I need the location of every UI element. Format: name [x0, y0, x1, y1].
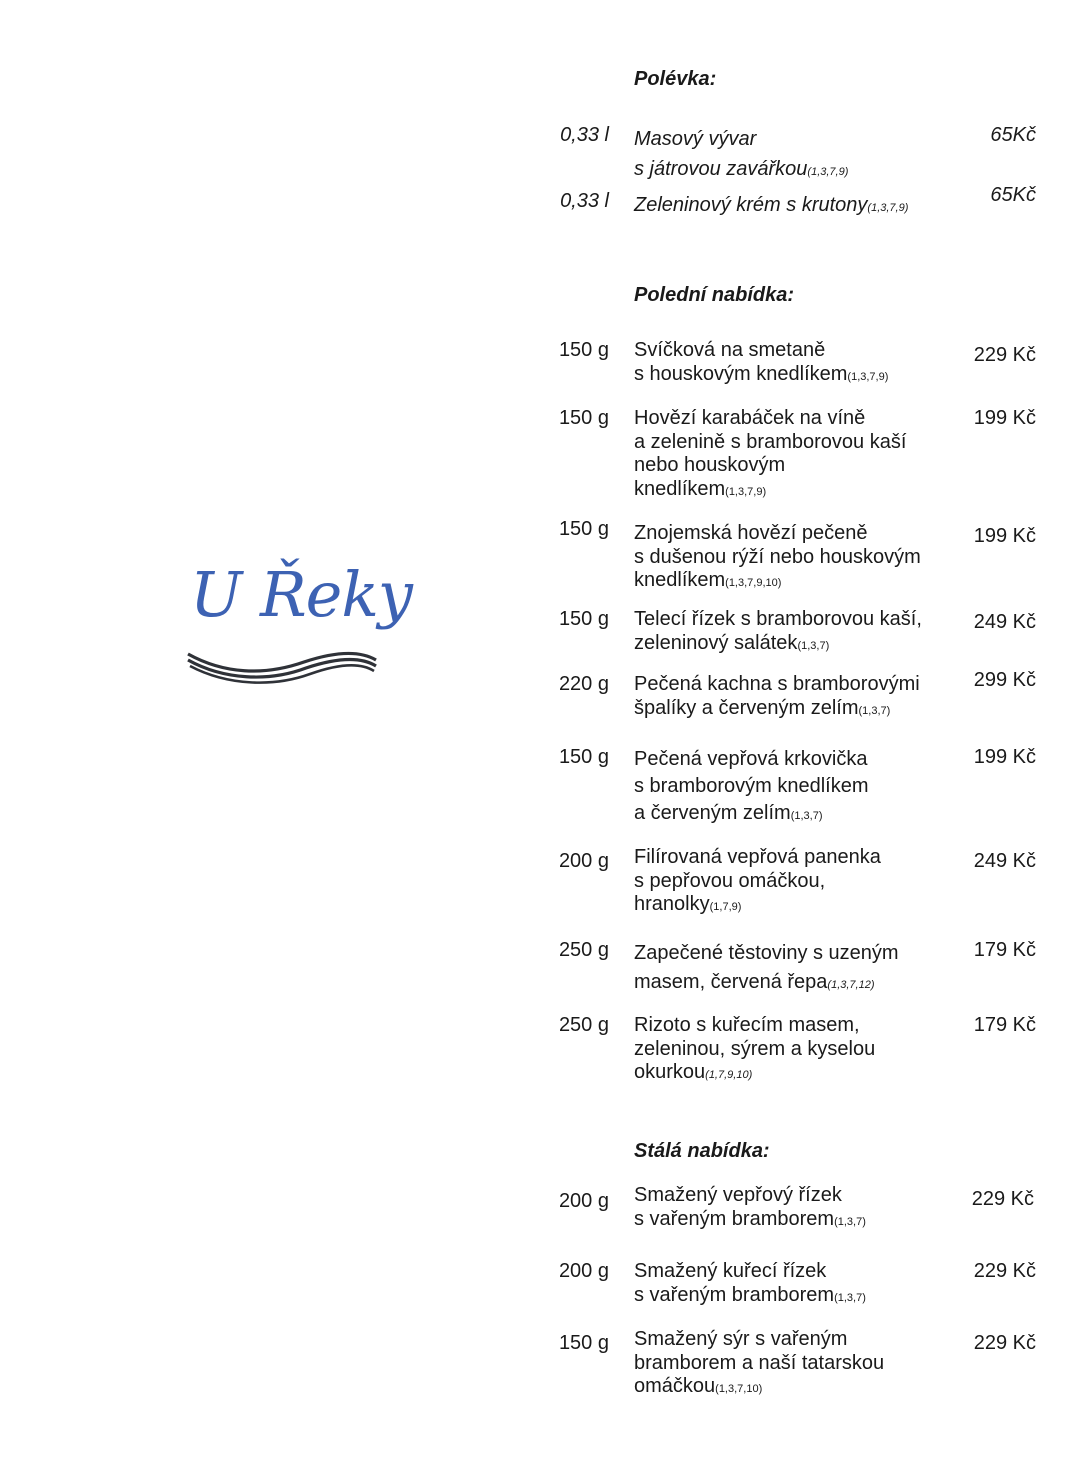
item-allergens: (1,3,7) — [797, 639, 830, 652]
menu-item — [520, 407, 1040, 500]
item-allergens: (1,3,7,9,10) — [725, 577, 782, 589]
item-name: Zapečené těstoviny s uzeným masem, červená řepa(1,3,7,12) — [634, 942, 899, 993]
item-allergens: (1,3,7,9) — [847, 370, 889, 383]
item-quantity: 150 g — [558, 339, 609, 361]
menu-item — [520, 339, 1040, 385]
item-name: Hovězí karabáček na víně a zelenině s bramborovou kaší nebo houskovým knedlíkem(1,3,7,9) — [634, 407, 907, 500]
item-quantity: 200 g — [558, 1190, 609, 1212]
menu-item — [520, 608, 1040, 654]
item-price: 179 Kč — [973, 1014, 1036, 1036]
item-price: 229 Kč — [973, 1332, 1036, 1354]
menu-item — [520, 746, 1040, 824]
item-price: 199 Kč — [973, 525, 1036, 547]
item-allergens: (1,3,7,9) — [725, 485, 767, 498]
item-name: Smažený sýr s vařeným bramborem a naší tatarskou omáčkou(1,3,7,10) — [634, 1328, 885, 1397]
item-price: 229 Kč — [971, 1188, 1034, 1210]
menu-item — [520, 846, 1040, 915]
item-name: Pečená kachna s bramborovými špalíky a červeným zelím(1,3,7) — [634, 673, 920, 719]
item-quantity: 0,33 l — [560, 190, 609, 212]
item-price: 249 Kč — [973, 850, 1036, 872]
item-name: Svíčková na smetaně s houskovým knedlíkem(1,3,7,9) — [634, 339, 889, 385]
item-price: 65Kč — [990, 184, 1036, 206]
item-quantity: 150 g — [558, 407, 609, 429]
menu-item — [520, 1260, 1040, 1306]
item-allergens: (1,7,9,10) — [705, 1069, 753, 1081]
item-quantity: 150 g — [558, 608, 609, 630]
item-name: Filírovaná vepřová panenka s pepřovou omáčkou, hranolky(1,7,9) — [634, 846, 881, 915]
item-allergens: (1,3,7,9) — [807, 166, 849, 178]
menu-item — [520, 184, 1040, 216]
menu-item — [520, 1184, 1040, 1230]
item-quantity: 200 g — [558, 850, 609, 872]
item-name: Rizoto s kuřecím masem, zeleninou, sýrem a kyselou okurkou(1,7,9,10) — [634, 1014, 876, 1083]
item-name: Telecí řízek s bramborovou kaší, zeleninový salátek(1,3,7) — [634, 608, 922, 654]
item-price: 299 Kč — [973, 669, 1036, 691]
item-allergens: (1,3,7) — [834, 1291, 866, 1304]
menu-item — [520, 124, 1040, 180]
menu-item — [520, 518, 1040, 591]
section-heading-soup: Polévka: — [634, 68, 717, 90]
item-allergens: (1,3,7) — [858, 704, 891, 717]
item-name: Masový vývar s játrovou zavářkou(1,3,7,9) — [634, 128, 849, 180]
wave-icon — [184, 646, 380, 692]
item-allergens: (1,3,7,9) — [867, 202, 909, 214]
item-name: Smažený vepřový řízek s vařeným bramborem(1,3,7) — [634, 1184, 866, 1230]
item-price: 179 Kč — [973, 939, 1036, 961]
restaurant-logo — [182, 556, 412, 696]
item-allergens: (1,3,7,12) — [827, 979, 875, 991]
item-allergens: (1,3,7,10) — [715, 1383, 763, 1395]
item-price: 65Kč — [990, 124, 1036, 146]
item-quantity: 200 g — [558, 1260, 609, 1282]
item-quantity: 150 g — [558, 746, 609, 768]
item-price: 249 Kč — [973, 611, 1036, 633]
item-name: Znojemská hovězí pečeně s dušenou rýží nebo houskovým knedlíkem(1,3,7,9,10) — [634, 522, 921, 591]
item-allergens: (1,3,7) — [790, 810, 823, 822]
item-allergens: (1,3,7) — [834, 1215, 866, 1228]
menu-item — [520, 1014, 1040, 1083]
item-price: 199 Kč — [973, 407, 1036, 429]
item-quantity: 220 g — [558, 673, 609, 695]
item-quantity: 150 g — [558, 1332, 609, 1354]
item-quantity: 250 g — [558, 1014, 609, 1036]
section-heading-lunch: Polední nabídka: — [634, 284, 795, 306]
item-quantity: 150 g — [558, 518, 609, 540]
item-price: 229 Kč — [973, 344, 1036, 366]
menu-item — [520, 1328, 1040, 1397]
item-allergens: (1,7,9) — [709, 901, 742, 913]
item-name: Zeleninový krém s krutony(1,3,7,9) — [634, 194, 909, 216]
item-quantity: 0,33 l — [560, 124, 609, 146]
menu-item — [520, 939, 1040, 993]
menu-item — [520, 669, 1040, 719]
item-quantity: 250 g — [558, 939, 609, 961]
item-name: Smažený kuřecí řízek s vařeným bramborem(1,3,7) — [634, 1260, 866, 1306]
logo-text: U Řeky — [190, 558, 412, 631]
item-price: 199 Kč — [973, 746, 1036, 768]
item-price: 229 Kč — [973, 1260, 1036, 1282]
item-name: Pečená vepřová krkovička s bramborovým knedlíkem a červeným zelím(1,3,7) — [634, 748, 869, 824]
section-heading-permanent: Stálá nabídka: — [634, 1140, 770, 1162]
